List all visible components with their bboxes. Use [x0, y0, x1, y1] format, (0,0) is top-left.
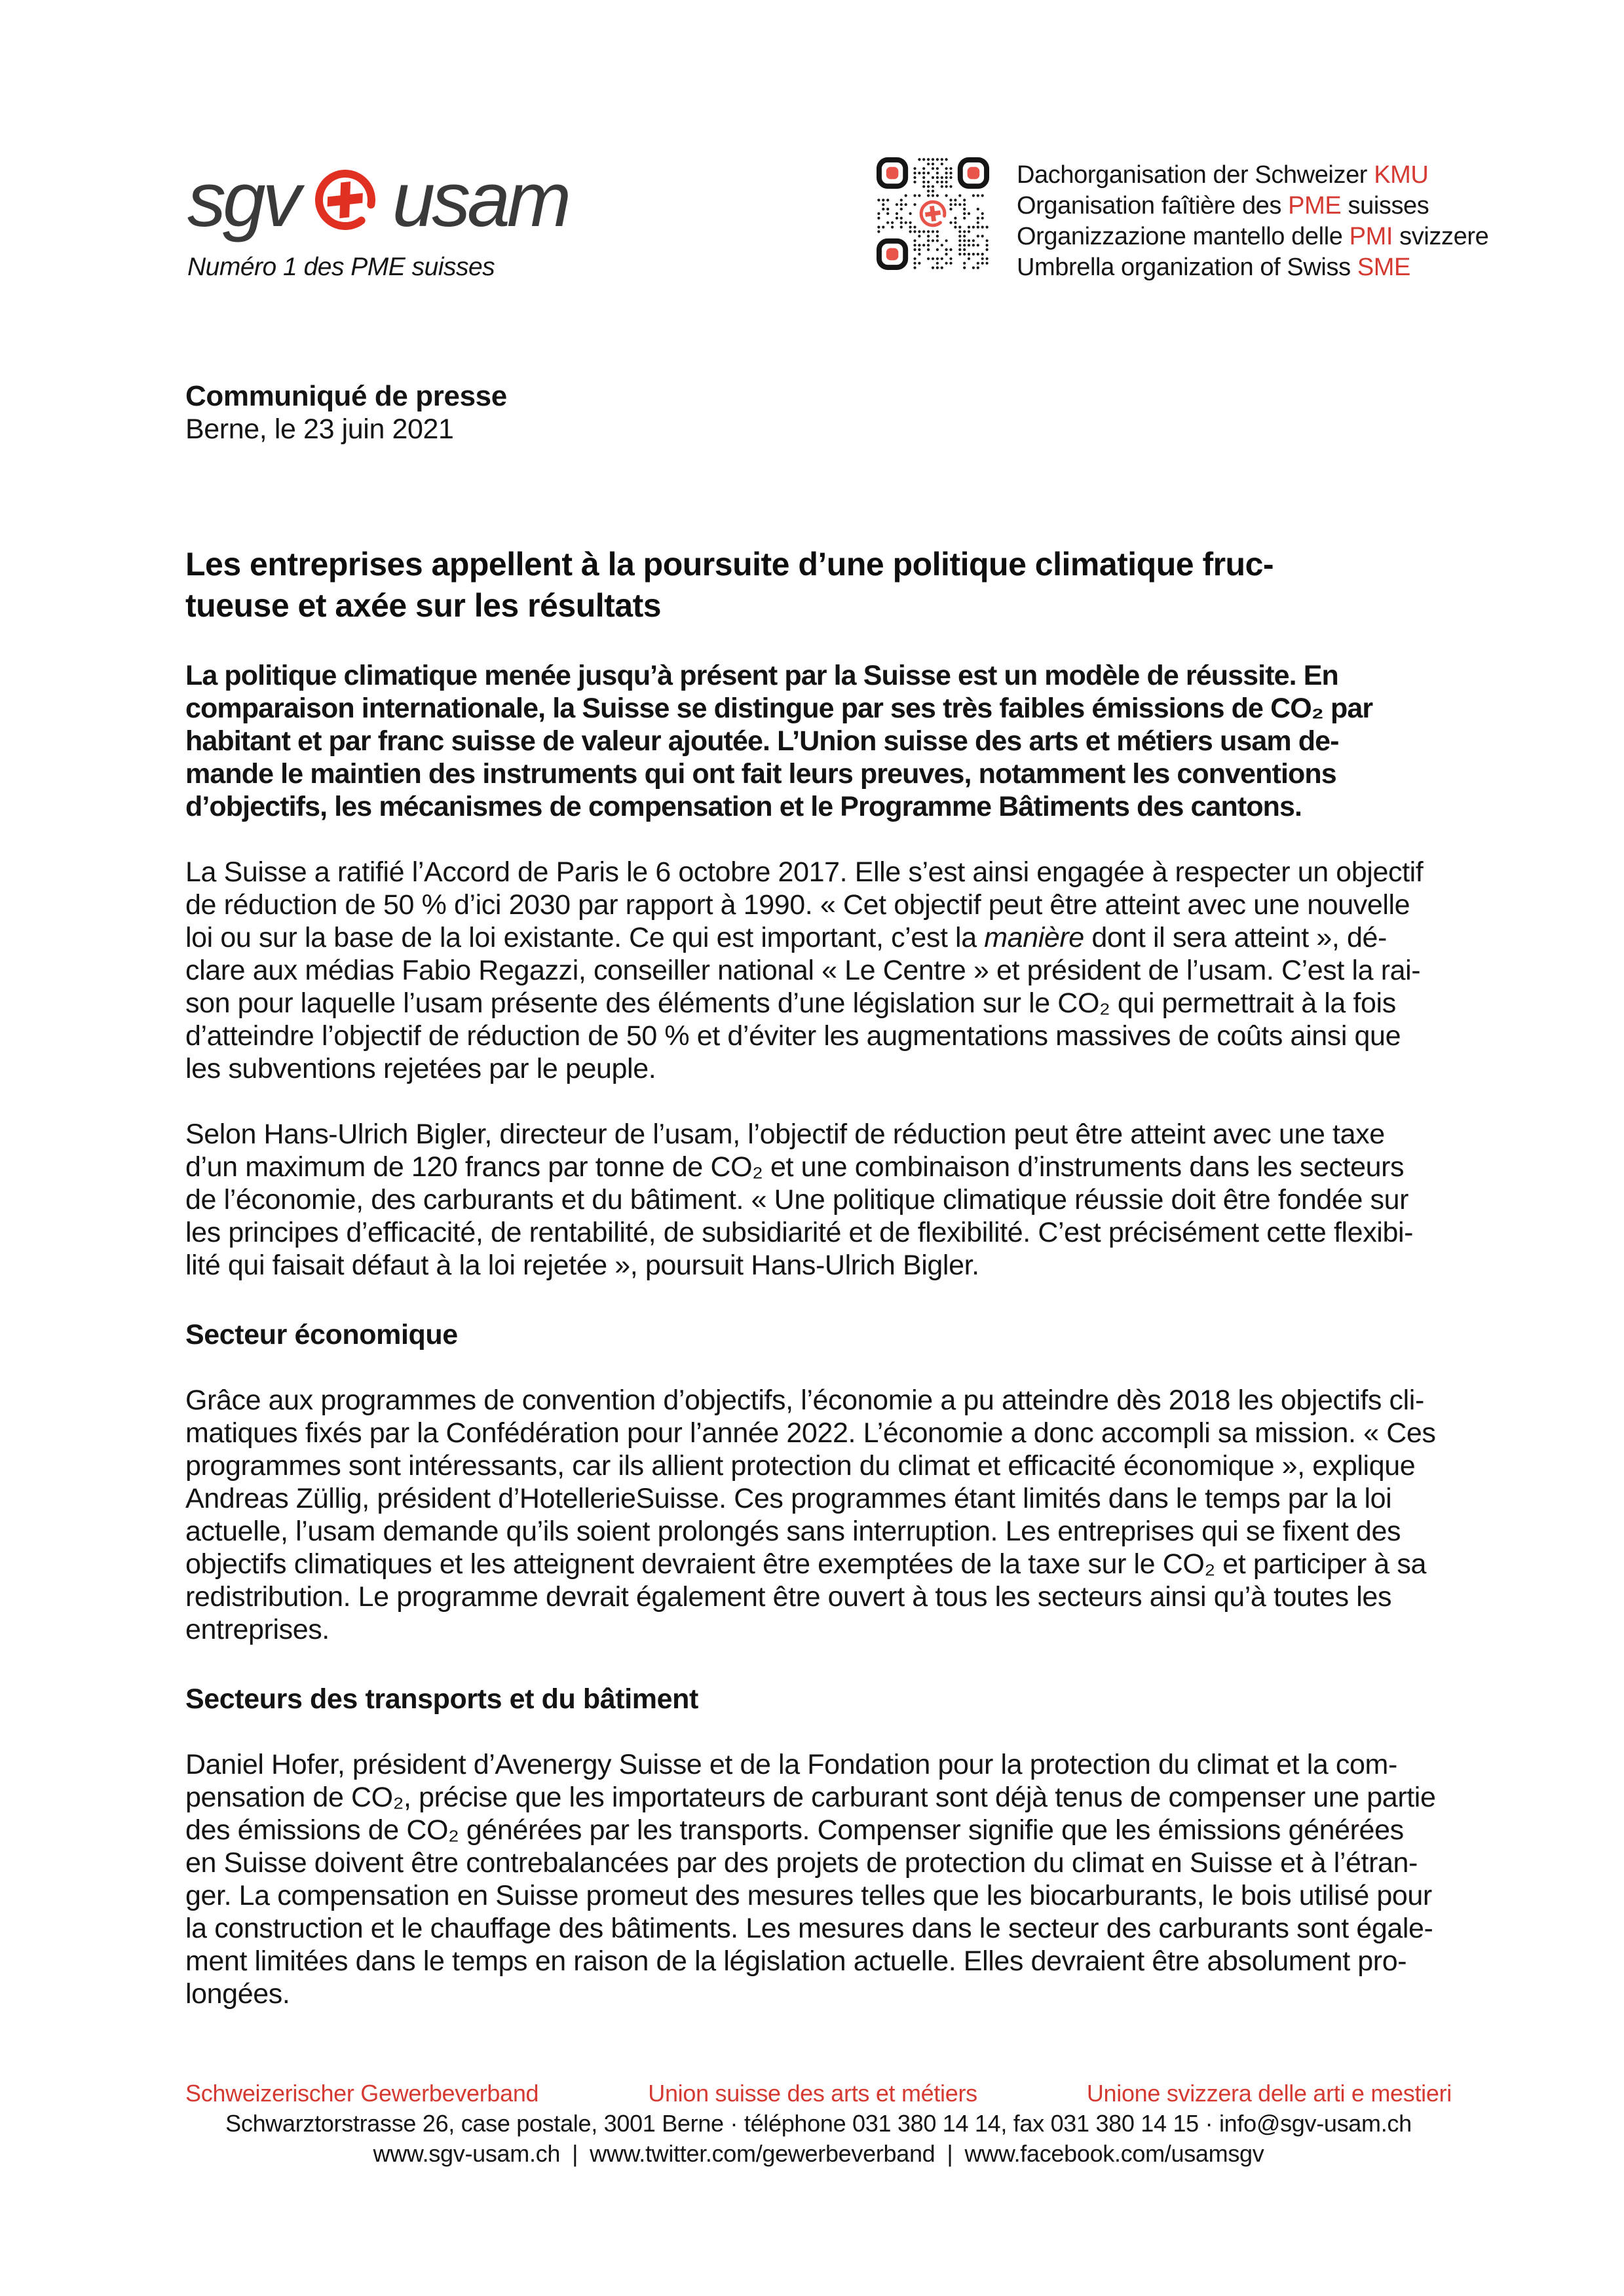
qr-code	[877, 157, 989, 270]
swiss-cross-at-icon	[311, 166, 379, 234]
logo-tagline: Numéro 1 des PME suisses	[187, 253, 495, 281]
section-heading: Secteurs des transports et du bâtiment	[185, 1683, 698, 1715]
dateline: Berne, le 23 juin 2021	[185, 413, 454, 445]
document-type-label: Communiqué de presse	[185, 380, 507, 412]
org-line-de: Dachorganisation der Schweizer KMU	[1017, 161, 1429, 189]
link-separator: |	[947, 2140, 953, 2167]
press-release-title: Les entreprises appellent à la poursuite d’une politique climatique fruc- tueuse et axée sur les résultats	[185, 546, 1274, 624]
org-acronym: SME	[1357, 254, 1410, 281]
footer-link-twitter[interactable]: www.twitter.com/gewerbeverband	[590, 2140, 935, 2167]
footer-address: Schwarztorstrasse 26, case postale, 3001 Berne · téléphone 031 380 14 14, fax 031 380 14 15 · info@sgv-usam.ch	[225, 2110, 1412, 2137]
body-paragraph: Daniel Hofer, président d’Avenergy Suisse et de la Fondation pour la protection du climat et la com- pensation de CO₂, précise que les importateurs de carburant sont déjà tenus de compenser une partie des émissions de CO₂ générées par les transports. Compenser signifie que les émissions générées en Suisse doivent être contrebalancées par des projets de protection du climat en Suisse et à l’étran- ger. La compensation en Suisse promeut des mesures telles que les biocarburants, le bois utilisé pour la construction et le chauffage des bâtiments. Les mesures dans le secteur des carburants sont égale- ment limitées dans le temps en raison de la législation actuelle. Elles devraient être absolument pro- longées.	[185, 1749, 1436, 2010]
page-footer	[185, 2078, 1452, 2169]
article-blocks	[185, 659, 1522, 2010]
org-line-en: Umbrella organization of Swiss SME	[1017, 254, 1410, 281]
link-separator: |	[572, 2140, 578, 2167]
logo-word-usam: usam	[392, 157, 569, 243]
press-release-body	[185, 380, 1522, 2010]
org-line-it: Organizzazione mantello delle PMI svizzere	[1017, 223, 1489, 250]
section-heading: Secteur économique	[185, 1319, 458, 1350]
body-paragraph: La Suisse a ratifié l’Accord de Paris le 6 octobre 2017. Elle s’est ainsi engagée à respecter un objectif de réduction de 50 % d’ici 2030 par rapport à 1990. « Cet objectif peut être atteint avec une nouvelle loi ou sur la base de la loi existante. Ce qui est important, c’est la manière dont il sera atteint », dé- clare aux médias Fabio Regazzi, conseiller national « Le Centre » et président de l’usam. C’est la rai- son pour laquelle l’usam présente des éléments d’une législation sur le CO₂ qui permettrait à la fois d’atteindre l’objectif de réduction de 50 % et d’éviter les augmentations massives de coûts ainsi que les subventions rejetées par le peuple.	[185, 856, 1424, 1084]
sgv-usam-logo	[187, 157, 569, 282]
footer-link-facebook[interactable]: www.facebook.com/usamsgv	[964, 2140, 1264, 2167]
org-description-lines	[1017, 157, 1488, 283]
header-right	[877, 157, 1488, 283]
footer-org-fr: Union suisse des arts et métiers	[648, 2080, 977, 2107]
footer-org-de: Schweizerischer Gewerbeverband	[185, 2080, 539, 2107]
body-paragraph: Selon Hans-Ulrich Bigler, directeur de l’usam, l’objectif de réduction peut être atteint avec une taxe d’un maximum de 120 francs par tonne de CO₂ et une combinaison d’instruments dans les secteurs de l’économie, des carburants et du bâtiment. « Une politique climatique réussie doit être fondée sur les principes d’efficacité, de rentabilité, de subsidiarité et de flexibilité. C’est précisément cette flexibi- lité qui faisait défaut à la loi rejetée », poursuit Hans-Ulrich Bigler.	[185, 1119, 1414, 1281]
lead-paragraph: La politique climatique menée jusqu’à présent par la Suisse est un modèle de réussite. En comparaison internationale, la Suisse se distingue par ses très faibles émissions de CO₂ par habitant et par franc suisse de valeur ajoutée. L’Union suisse des arts et métiers usam de- mande le maintien des instruments qui ont fait leurs preuves, notamment les conventions d’objectifs, les mécanismes de compensation et le Programme Bâtiments des cantons.	[185, 660, 1373, 822]
org-line-fr: Organisation faîtière des PME suisses	[1017, 192, 1429, 220]
logo-wordmark	[187, 157, 569, 243]
logo-word-sgv: sgv	[187, 157, 298, 243]
footer-org-it: Unione svizzera delle arti e mestieri	[1086, 2080, 1452, 2107]
org-acronym: PME	[1288, 192, 1342, 220]
footer-link-website[interactable]: www.sgv-usam.ch	[373, 2140, 561, 2167]
footer-organizations	[185, 2078, 1452, 2109]
footer-links	[185, 2139, 1452, 2169]
org-acronym: PMI	[1349, 223, 1393, 250]
org-acronym: KMU	[1374, 161, 1429, 189]
body-paragraph: Grâce aux programmes de convention d’objectifs, l’économie a pu atteindre dès 2018 les objectifs cli- matiques fixés par la Confédération pour l’année 2022. L’économie a donc accompli sa mission. « Ces programmes sont intéressants, car ils allient protection du climat et efficacité économique », explique Andreas Züllig, président d’HotellerieSuisse. Ces programmes étant limités dans le temps par la loi actuelle, l’usam demande qu’ils soient prolongés sans interruption. Les entreprises qui se fixent des objectifs climatiques et les atteignent devraient être exemptées de la taxe sur le CO₂ et participer à sa redistribution. Le programme devrait également être ouvert à tous les secteurs ainsi qu’à toutes les entreprises.	[185, 1385, 1436, 1645]
